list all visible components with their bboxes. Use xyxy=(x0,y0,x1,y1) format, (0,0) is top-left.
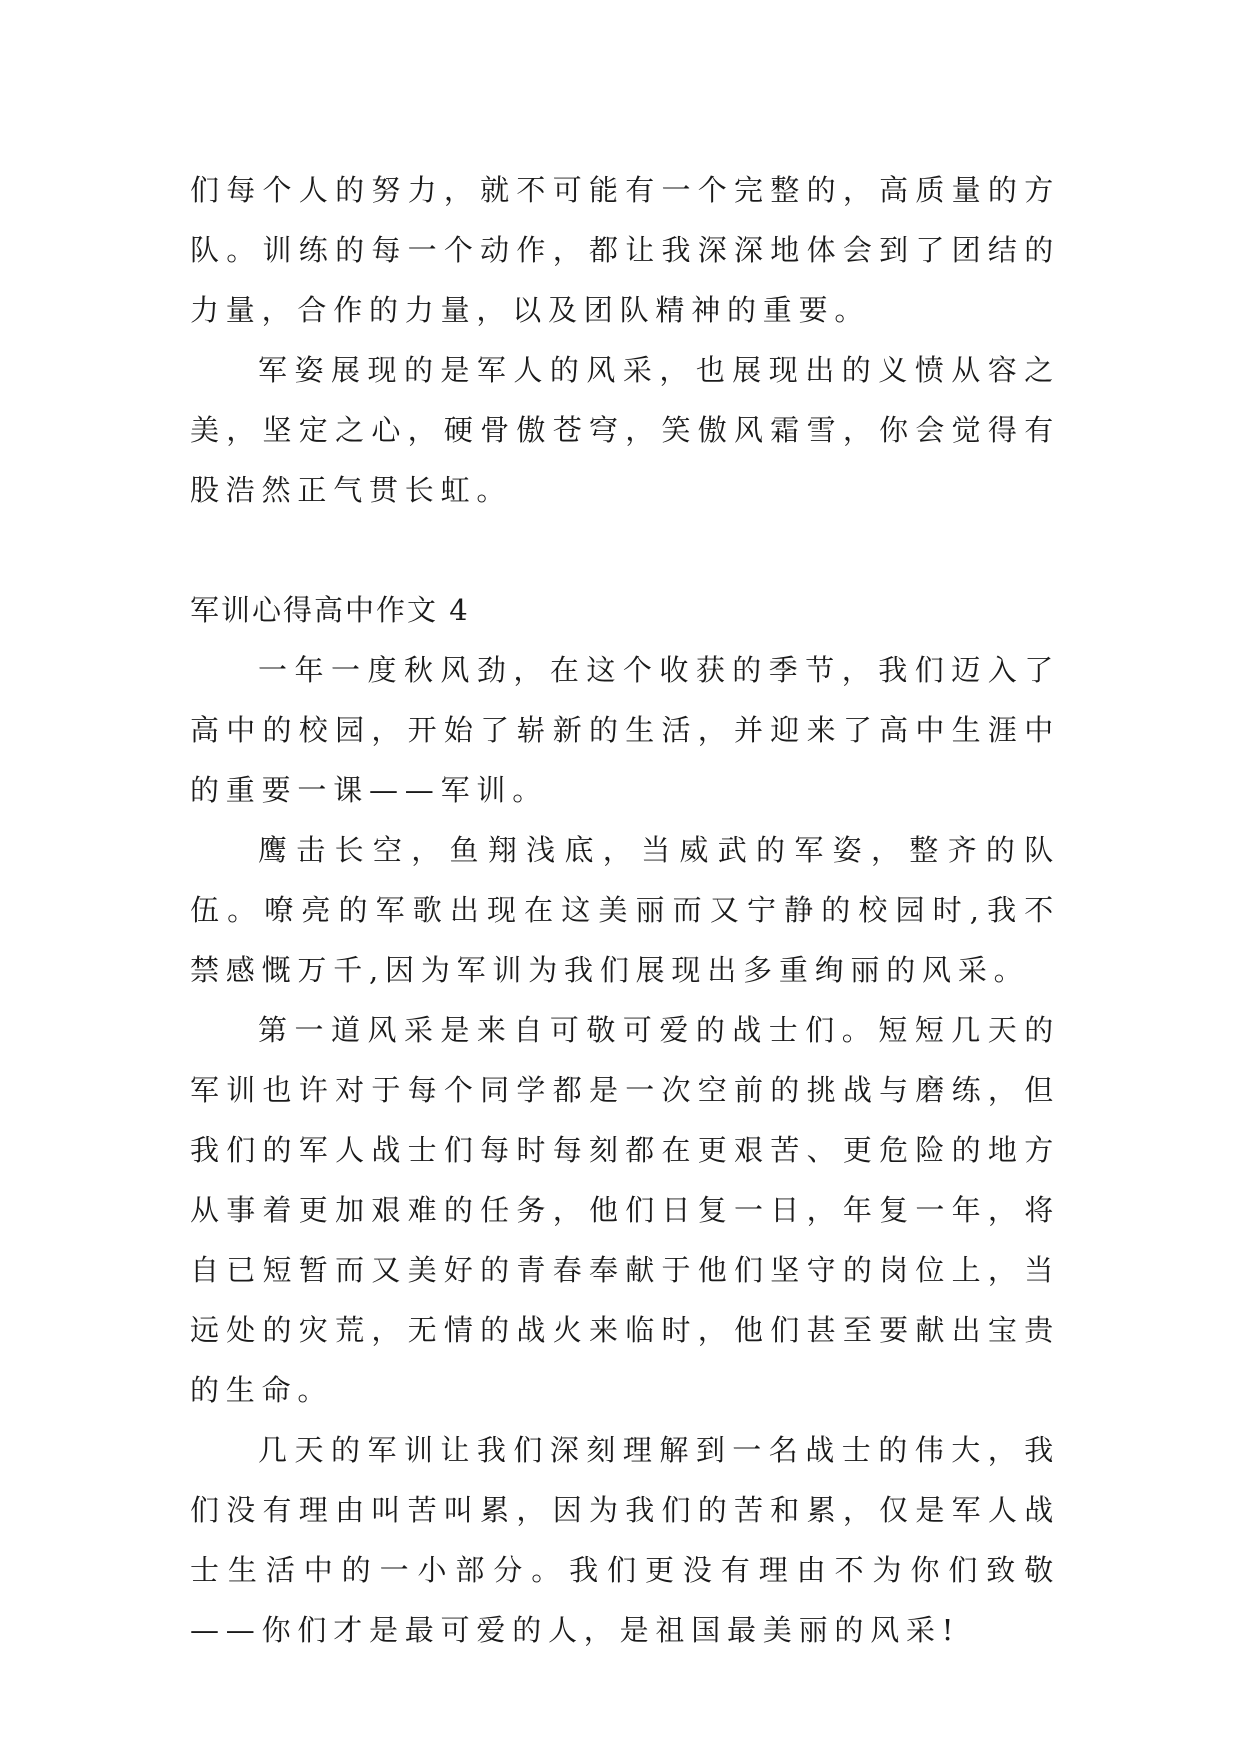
paragraph-military-posture: 军姿展现的是军人的风采，也展现出的义愤从容之美，坚定之心，硬骨傲苍穹，笑傲风霜雪，你会觉得有股浩然正气贯长虹。 xyxy=(190,353,1060,507)
paragraph-eagle: 鹰击长空，鱼翔浅底，当威武的军姿，整齐的队伍。嘹亮的军歌出现在这美丽而又宁静的校园时,我不禁感慨万千,因为军训为我们展现出多重绚丽的风采。 xyxy=(190,833,1060,987)
paragraph-soldiers: 第一道风采是来自可敬可爱的战士们。短短几天的军训也许对于每个同学都是一次空前的挑战与磨练，但我们的军人战士们每时每刻都在更艰苦、更危险的地方从事着更加艰难的任务，他们日复一日，年复一年，将自已短暂而又美好的青春奉献于他们坚守的岗位上，当远处的灾荒，无情的战火来临时，他们甚至要献出宝贵的生命。 xyxy=(190,1013,1060,1407)
document-body xyxy=(190,160,1060,1660)
paragraph-conclusion: 几天的军训让我们深刻理解到一名战士的伟大，我们没有理由叫苦叫累，因为我们的苦和累，仅是军人战士生活中的一小部分。我们更没有理由不为你们致敬——你们才是最可爱的人，是祖国最美丽的风采! xyxy=(190,1433,1060,1647)
section-title: 军训心得高中作文 4 xyxy=(190,593,470,627)
paragraph-continuation: 们每个人的努力，就不可能有一个完整的，高质量的方队。训练的每一个动作，都让我深深地体会到了团结的力量，合作的力量，以及团队精神的重要。 xyxy=(190,173,1060,327)
paragraph-intro: 一年一度秋风劲，在这个收获的季节，我们迈入了高中的校园，开始了崭新的生活，并迎来了高中生涯中的重要一课——军训。 xyxy=(190,653,1060,807)
